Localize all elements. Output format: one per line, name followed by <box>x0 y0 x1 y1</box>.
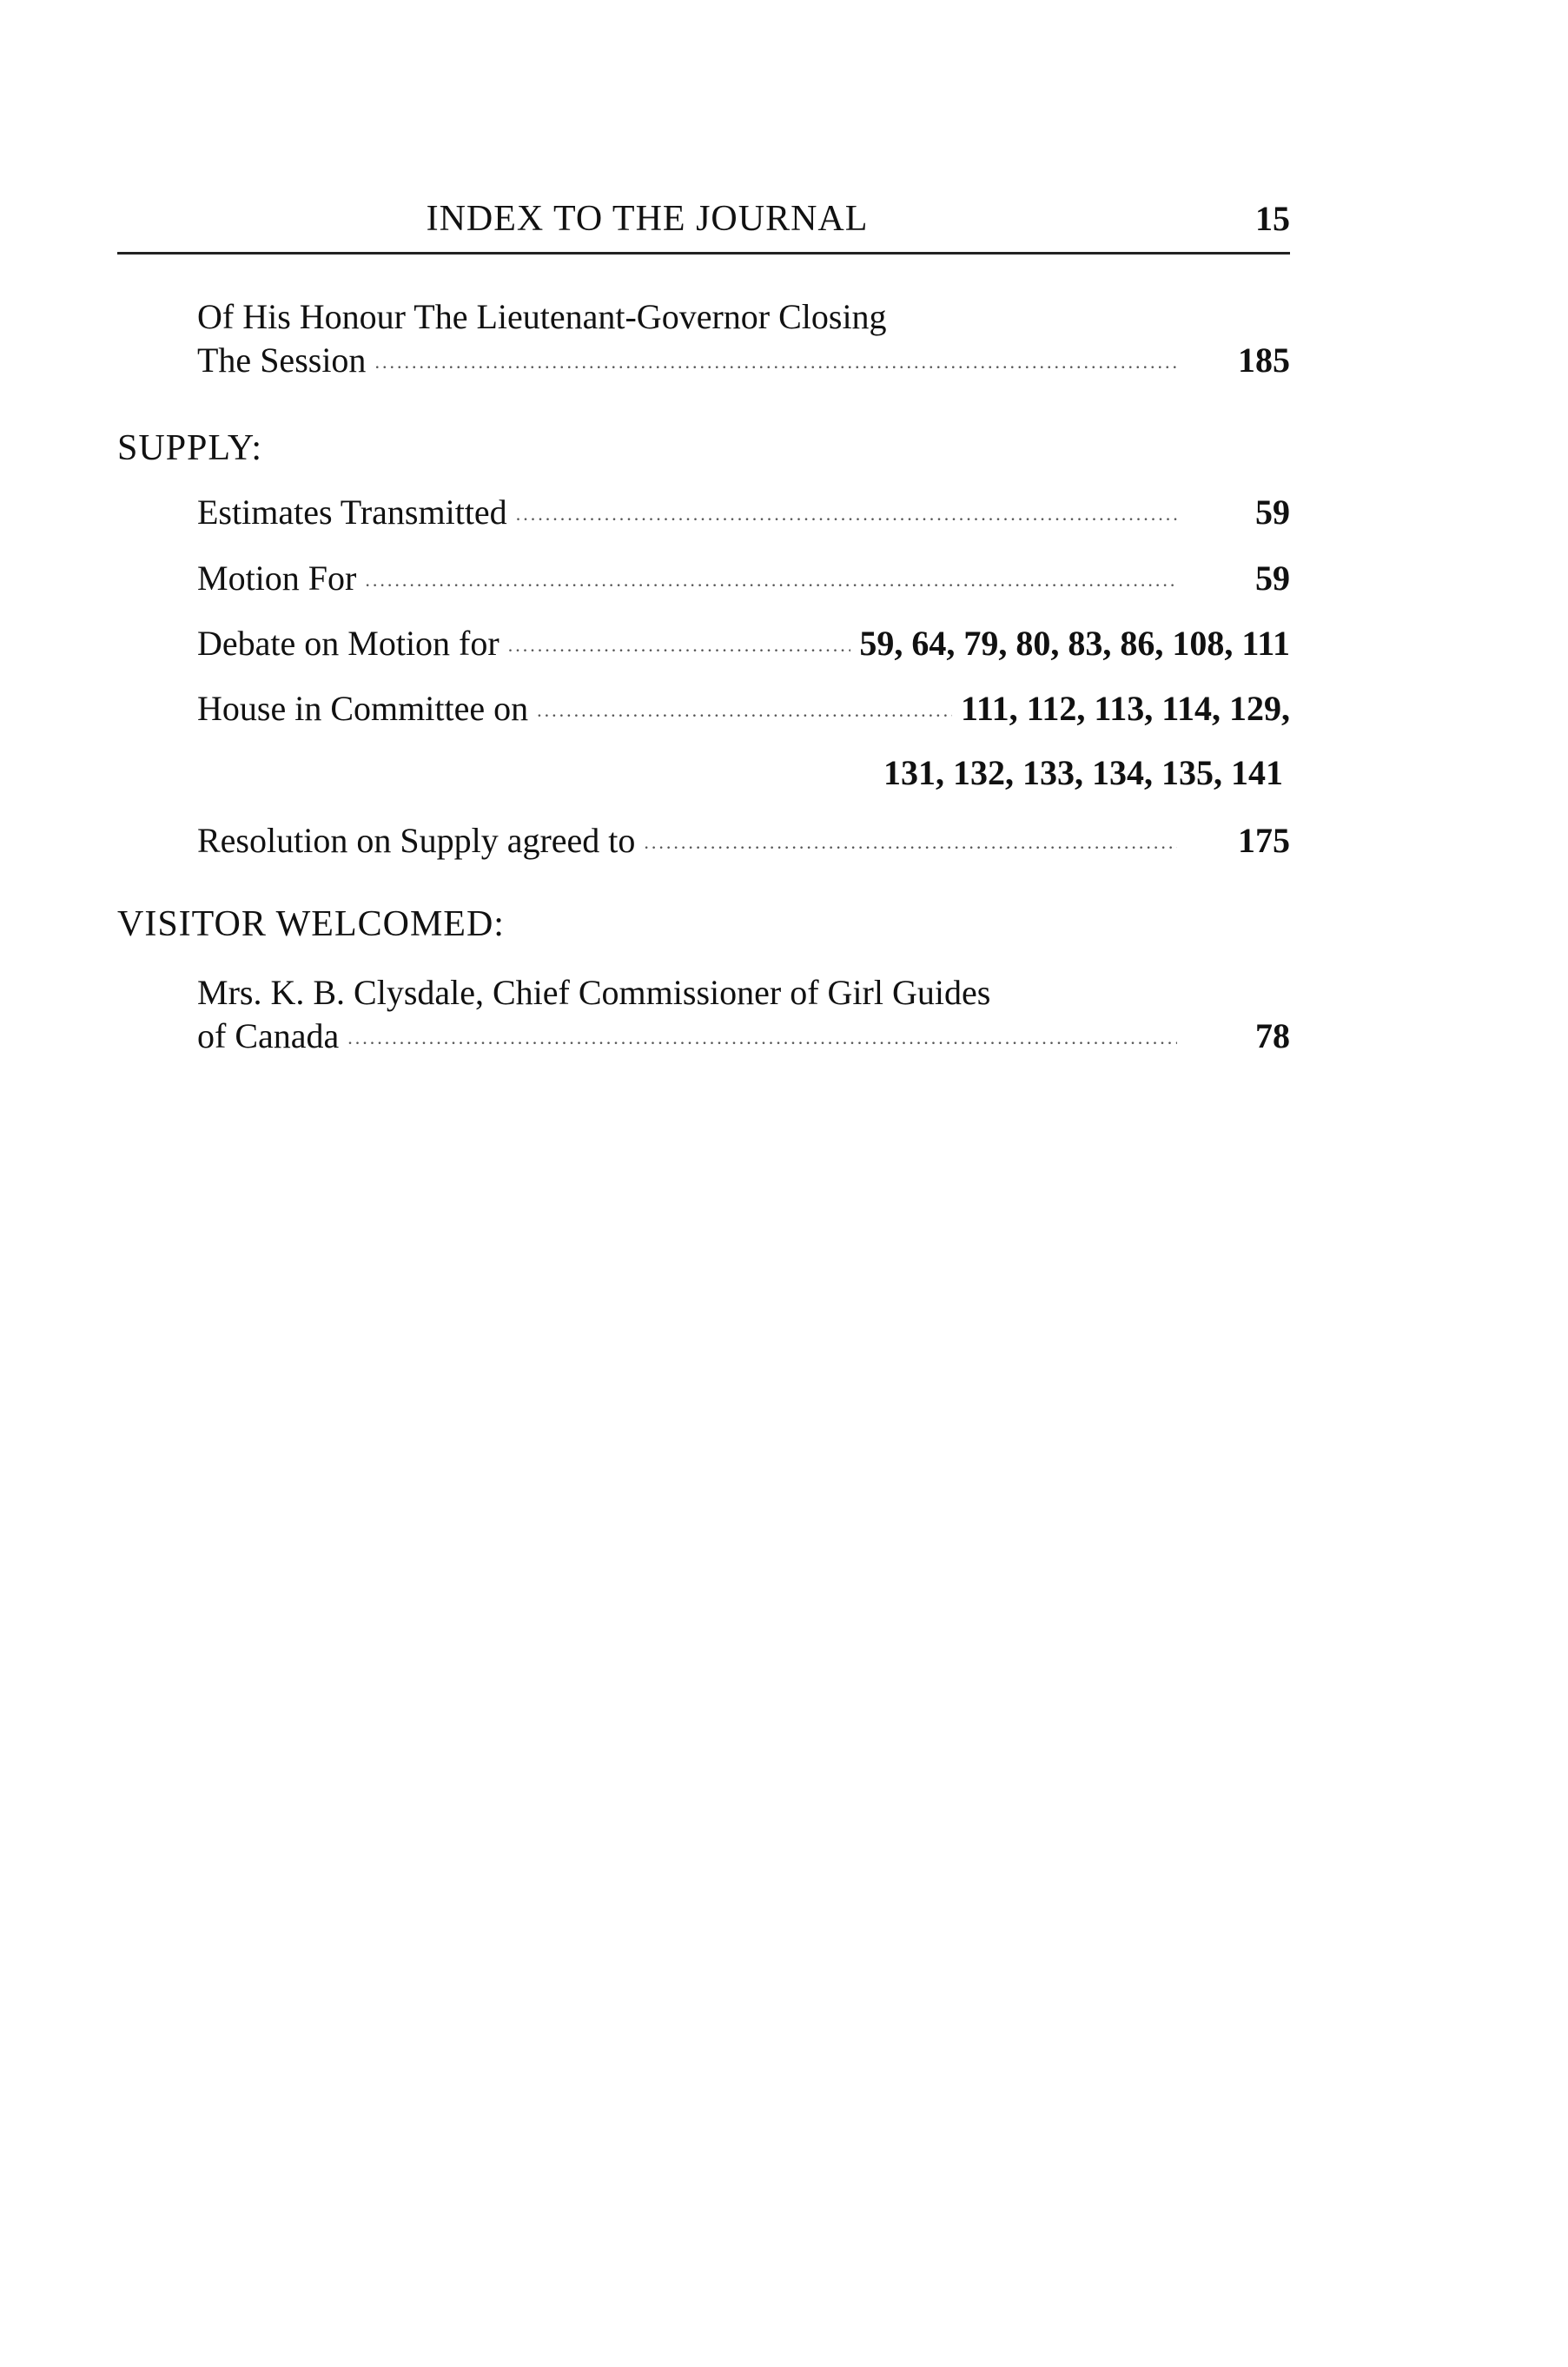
dot-leader <box>537 689 952 732</box>
index-entry-resolution <box>197 819 1290 863</box>
entry-label: Estimates Transmitted <box>197 493 507 532</box>
dot-leader <box>508 624 851 667</box>
dot-leader <box>374 341 1177 384</box>
index-entry-house-in-committee <box>197 687 1290 795</box>
entry-pages: 59 <box>1255 559 1290 598</box>
dot-leader <box>347 1016 1177 1060</box>
dot-leader <box>516 493 1177 536</box>
index-entry-debate <box>197 622 1290 665</box>
section-heading-supply: SUPPLY: <box>117 428 263 468</box>
entry-label-line1: Mrs. K. B. Clysdale, Chief Commissioner of Girl Guides <box>197 973 991 1012</box>
running-head-title: INDEX TO THE JOURNAL <box>426 199 869 239</box>
entry-pages: 59 <box>1255 493 1290 532</box>
header-rule <box>117 252 1290 255</box>
entry-label-line2: of Canada <box>197 1016 340 1055</box>
entry-pages-continuation: 131, 132, 133, 134, 135, 141 <box>883 753 1283 792</box>
page-number: 15 <box>1255 199 1290 238</box>
running-head <box>117 198 1290 250</box>
index-entry-visitor <box>197 971 1290 1058</box>
index-entry-closing-session <box>197 295 1290 382</box>
index-entry-estimates <box>197 491 1290 534</box>
dot-leader <box>644 821 1177 864</box>
entry-label: Debate on Motion for <box>197 624 500 663</box>
entry-pages: 175 <box>1238 821 1290 860</box>
index-entry-motion-for <box>197 557 1290 600</box>
entry-label-line1: Of His Honour The Lieutenant-Governor Closing <box>197 297 887 336</box>
entry-pages: 185 <box>1238 341 1290 380</box>
entry-label: Resolution on Supply agreed to <box>197 821 636 860</box>
entry-label: Motion For <box>197 559 357 598</box>
entry-label-line2: The Session <box>197 341 367 380</box>
entry-label: House in Committee on <box>197 689 529 728</box>
entry-pages: 111, 112, 113, 114, 129, <box>961 689 1290 728</box>
entry-pages: 59, 64, 79, 80, 83, 86, 108, 111 <box>859 624 1290 663</box>
section-heading-visitor: VISITOR WELCOMED: <box>117 904 505 944</box>
entry-pages: 78 <box>1255 1016 1290 1055</box>
dot-leader <box>365 559 1177 602</box>
